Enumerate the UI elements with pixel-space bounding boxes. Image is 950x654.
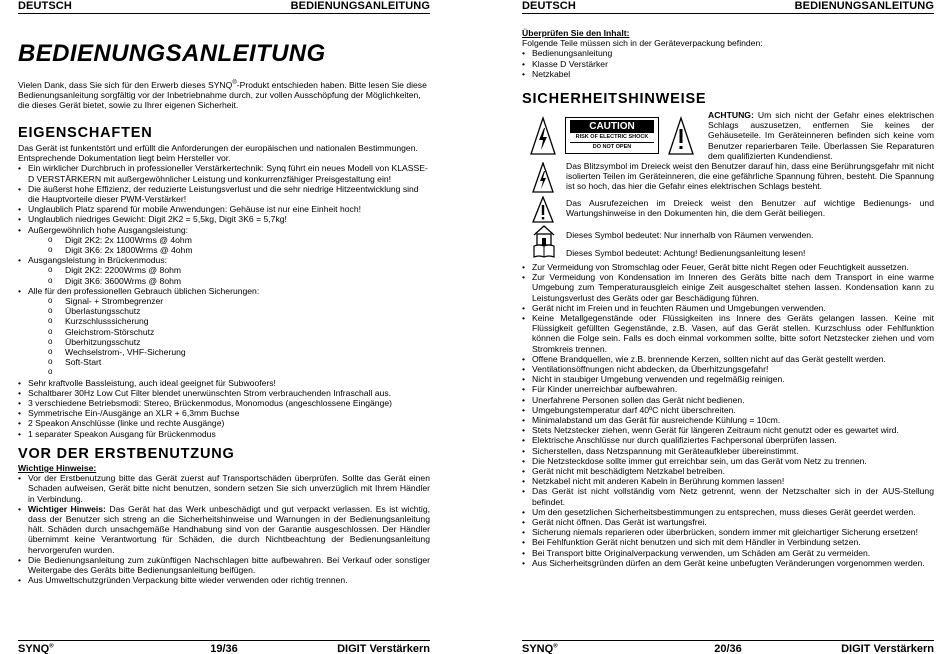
sublist-item: o Digit 3K6: 2x 1800Wrms @ 4ohm: [18, 245, 430, 255]
page-header: [18, 0, 430, 14]
list-item: • Bedienungsanleitung: [522, 48, 934, 58]
contents-check: [522, 28, 934, 79]
list-item: • Klasse D Verstärker: [522, 59, 934, 69]
check-list: [522, 48, 934, 79]
prep-list: [18, 473, 430, 585]
sublist-item: o Überlastungsschutz: [18, 306, 430, 316]
book-text: Dieses Symbol bedeutet: Achtung! Bedienungsanleitung lesen!: [566, 248, 806, 258]
prep-section: [18, 463, 430, 585]
bold-prefix: Wichtiger Hinweis:: [28, 503, 106, 514]
header-language: DEUTSCH: [18, 0, 72, 12]
list-item: • Für Kinder unerreichbar aufbewahren.: [522, 384, 934, 394]
list-item: • Aus Sicherheitsgründen dürfen an dem Gerät keine unbefugten Veränderungen vorgenommen werden.: [522, 558, 934, 568]
list-item: • Gerät nicht mit beschädigtem Netzkabel betreiben.: [522, 466, 934, 476]
exclamation-triangle-icon: [668, 116, 694, 156]
features-list-cont: [18, 255, 430, 265]
list-item: • 2 Speakon Anschlüsse (linke und rechte Ausgänge): [18, 418, 430, 428]
caution-graphic: [530, 116, 690, 158]
list-item: • Minimalabstand um das Gerät für ausreichende Kühlung = 10cm.: [522, 415, 934, 425]
sublist-item: o Digit 2K2: 2x 1100Wrms @ 4ohm: [18, 235, 430, 245]
features-list-cont: [18, 378, 430, 439]
page-number: 19/36: [210, 643, 238, 654]
sublist-item: [18, 367, 430, 377]
list-item: • Alle für den professionellen Gebrauch üblichen Sicherungen:: [18, 286, 430, 296]
features-heading: EIGENSCHAFTEN: [18, 125, 153, 141]
excl-text: Das Ausrufezeichen im Dreieck weist den Benutzer auf wichtige Bedienungs- und Wartungshinweise in den Dokumenten hin, die dem Gerät beiliegen.: [566, 198, 934, 219]
list-item: • Symmetrische Ein-/Ausgänge an XLR + 6,3mm Buchse: [18, 408, 430, 418]
safety-heading: SICHERHEITSHINWEISE: [522, 91, 707, 107]
list-item: • Gerät nicht im Freien und in feuchten Räumen und Umgebungen verwenden.: [522, 303, 934, 313]
list-item: • Vor der Erstbenutzung bitte das Gerät zuerst auf Transportschäden überprüfen. Sollte das Gerät einen Schaden aufweisen, Gerät bitte nicht benutzen, sondern setzen Sie sich unverzüglich mit Ihrem Händler in Verbindung.: [18, 473, 430, 504]
list-item: • Netzkabel nicht mit anderen Kabeln in Berührung kommen lassen!: [522, 476, 934, 486]
list-item: • Bei Fehlfunktion Gerät nicht benutzen und sich mit dem Händler in Verbindung setzen.: [522, 537, 934, 547]
list-item-text: Das Gerät hat das Werk unbeschädigt und gut verpackt verlassen. Es ist wichtig, dass der Benutzer sich streng an die Sicherheitshinweise und Warnungen in der Bedienungsanleitung hält. Schäden durch unsachgemäße Handhabung sind von der Garantie ausgeschlossen. Der Händler übernimmt keine Verantwortung für Schäden, die durch Nichtbeachtung der Bedienungsanleitung hervorgerufen wurden.: [28, 503, 430, 555]
safety-list-wrap: [522, 262, 934, 568]
sublist-item: o Digit 2K2: 2200Wrms @ 8ohm: [18, 265, 430, 275]
list-item: • Ein wirklicher Durchbruch in professioneller Verstärkertechnik: Synq führt ein neues Modell von KLASSE-D VERSTÄRKERN mit außergewöhnlicher Leistung und konkurrenzfähiger Preisgestaltung ein!: [18, 163, 430, 183]
caution-text-body: Um sich nicht der Gefahr eines elektrischen Schlags auszusetzen, entfernen Sie keines der Gehäuseteile. Im Geräteinneren befinden sich keine vom Benutzer reparierbaren Teile. Überlassen Sie Reparaturen dem qualifizierten Kundendienst.: [708, 110, 934, 161]
registered-mark: ®: [553, 643, 558, 650]
page-footer: [522, 640, 934, 654]
caution-text: [708, 110, 934, 161]
sublist-item: o Gleichstrom-Störschutz: [18, 327, 430, 337]
list-item: • Um den gesetzlichen Sicherheitsbestimmungen zu entsprechen, muss dieses Gerät geerdet werden.: [522, 507, 934, 517]
header-language: DEUTSCH: [522, 0, 576, 12]
caution-title: CAUTION: [570, 120, 654, 133]
bolt-icon-wrap: [532, 162, 554, 199]
output-sublist: [18, 235, 430, 255]
footer-product: DIGIT Verstärkern: [841, 643, 934, 654]
list-item: • 3 verschiedene Betriebsmodi: Stereo, Brückenmodus, Monomodus (angeschlossene Eingänge): [18, 398, 430, 408]
list-item: • Keine Metallgegenstände oder Flüssigkeiten ins Innere des Geräts gelangen lassen. Keine mit Flüssigkeit gefüllten Gegenstände, z.B. Vasen, auf das Gerät stellen. Kurzschluss oder Fehlfunktion können die Folge sein. Falls es doch einmal vorkommen sollte, bitte sofort Netzstecker ziehen und vom Stromkreis trennen.: [522, 313, 934, 354]
registered-mark: ®: [49, 643, 54, 650]
sublist-item: o Wechselstrom-, VHF-Sicherung: [18, 347, 430, 357]
list-item: • Unerfahrene Personen sollen das Gerät nicht bedienen.: [522, 395, 934, 405]
list-item: • Die äußerst hohe Effizienz, der reduzierte Leistungsverlust und die sehr niedrige Hitzeentwicklung sind die Hauptvorteile dieser PWM-Verstärker!: [18, 184, 430, 204]
lightning-triangle-icon: [532, 162, 554, 194]
list-item: • Ventilationsöffnungen nicht abdecken, da Überhitzungsgefahr!: [522, 364, 934, 374]
page-header: [522, 0, 934, 14]
brand-text: SYNQ: [18, 643, 50, 654]
page-number: 20/36: [714, 643, 742, 654]
exclamation-triangle-icon: [532, 196, 554, 224]
list-item: • Nicht in staubiger Umgebung verwenden und regelmäßig reinigen.: [522, 374, 934, 384]
sublist-item: o Kurzschlusssicherung: [18, 316, 430, 326]
list-item: • Elektrische Anschlüsse nur durch qualifiziertes Fachpersonal überprüfen lassen.: [522, 435, 934, 445]
list-item: • Unglaublich niedriges Gewicht: Digit 2K2 = 5,5kg, Digit 3K6 = 5,7kg!: [18, 214, 430, 224]
list-item: • Sicherstellen, dass Netzspannung mit Geräteaufkleber übereinstimmt.: [522, 446, 934, 456]
book-icon: [532, 243, 556, 259]
caution-text-bold: ACHTUNG:: [708, 110, 754, 120]
page-footer: [18, 640, 430, 654]
indoor-text: Dieses Symbol bedeutet: Nur innerhalb von Räumen verwenden.: [566, 230, 814, 240]
header-title: BEDIENUNGSANLEITUNG: [794, 0, 934, 12]
list-item: • Das Gerät ist nicht vollständig vom Netz getrennt, wenn der Netzschalter sich in der AUS-Stellung befindet.: [522, 486, 934, 506]
list-item: • Zur Vermeidung von Stromschlag oder Feuer, Gerät bitte nicht Regen oder Feuchtigkeit aussetzen.: [522, 262, 934, 272]
list-item: • Sehr kraftvolle Bassleistung, auch ideal geeignet für Subwoofers!: [18, 378, 430, 388]
brand-text: SYNQ: [522, 643, 554, 654]
caution-line-1: RISK OF ELECTRIC SHOCK: [575, 134, 649, 140]
list-item: • Offene Brandquellen, wie z.B. brennende Kerzen, sollten nicht auf das Gerät gestellt werden.: [522, 354, 934, 364]
check-label: Überprüfen Sie den Inhalt:: [522, 28, 630, 38]
prep-heading: VOR DER ERSTBENUTZUNG: [18, 446, 235, 462]
list-item: • Die Bedienungsanleitung zum zukünftigen Nachschlagen bitte aufbewahren. Bei Verkauf oder sonstiger Weitergabe des Geräts bitte Bedienungsanleitung beifügen.: [18, 555, 430, 575]
list-item: [18, 504, 430, 555]
features-section: [18, 143, 430, 439]
list-item-label: Außergewöhnlich hohe Ausgangsleistung:: [28, 224, 189, 235]
footer-product: DIGIT Verstärkern: [337, 643, 430, 654]
lightning-triangle-icon: [530, 116, 556, 156]
list-item: • Netzkabel: [522, 69, 934, 79]
important-label: Wichtige Hinweise:: [18, 463, 97, 473]
header-title: BEDIENUNGSANLEITUNG: [290, 0, 430, 12]
sublist-item: o Signal- + Strombegrenzer: [18, 296, 430, 306]
list-item: • Umgebungstemperatur darf 40ºC nicht überschreiten.: [522, 405, 934, 415]
caution-label-box: [565, 117, 659, 154]
list-item: • Bei Transport bitte Originalverpackung verwenden, um Schäden am Gerät zu vermeiden.: [522, 548, 934, 558]
bridge-sublist: [18, 265, 430, 285]
list-item: • Gerät nicht öffnen. Das Gerät ist wartungsfrei.: [522, 517, 934, 527]
registered-mark: ®: [232, 80, 237, 87]
features-list: [18, 163, 430, 234]
list-item: • 1 separater Speakon Ausgang für Brückenmodus: [18, 429, 430, 439]
list-item: • Die Netzsteckdose sollte immer gut erreichbar sein, um das Gerät vom Netz zu trennen.: [522, 456, 934, 466]
check-intro: Folgende Teile müssen sich in der Geräteverpackung befinden:: [522, 38, 763, 49]
intro-text-a: Vielen Dank, dass Sie sich für den Erwerb dieses SYNQ: [18, 80, 233, 90]
caution-line-2: DO NOT OPEN: [570, 142, 654, 151]
list-item: • Ausgangsleistung in Brückenmodus:: [18, 255, 430, 265]
intro-paragraph: [18, 80, 430, 111]
protection-sublist: [18, 296, 430, 378]
manual-title: BEDIENUNGSANLEITUNG: [18, 40, 326, 67]
sublist-item: o Digit 3K6: 3600Wrms @ 8ohm: [18, 276, 430, 286]
list-item: • Zur Vermeidung von Kondensation im Inneren des Geräts bitte nach dem Transport in eine warme Umgebung zum Temperaturausgleich einige Zeit ausgeschaltet stehen lassen. Kondensation kann zu Leistungsverlust des Geräts oder gar Beschädigung führen.: [522, 272, 934, 303]
book-icon-wrap: [532, 243, 556, 264]
sublist-item: o Überhitzungsschutz: [18, 337, 430, 347]
left-page: [18, 0, 430, 654]
safety-list: [522, 262, 934, 568]
list-item: • Unglaublich Platz sparend für mobile Anwendungen: Gehäuse ist nur eine Einheit hoch!: [18, 204, 430, 214]
list-item: • Sicherung niemals reparieren oder überbrücken, sondern immer mit gleichartiger Sicherung ersetzen!: [522, 527, 934, 537]
sublist-item: o Soft-Start: [18, 357, 430, 367]
features-list-cont: [18, 286, 430, 296]
list-item: [18, 225, 430, 235]
list-item: • Schaltbarer 30Hz Low Cut Filter blendet unerwünschten Strom verbrauchenden Infraschall aus.: [18, 388, 430, 398]
intro-text-b: -Produkt entschieden haben. Bitte lesen Sie diese Bedienungsanleitung sorgfältig vor der Inbetriebnahme durch, zur vollen Ausschöpfung der Möglichkeiten, die dieses Gerät bietet, sowie zu Ihrer eigenen Sicherheit.: [18, 80, 427, 111]
list-item: • Stets Netzstecker ziehen, wenn Gerät für längeren Zeitraum nicht genutzt oder es gewartet wird.: [522, 425, 934, 435]
features-intro: Das Gerät ist funkentstört und erfüllt die Anforderungen der europäischen und nationalen Bestimmungen. Entsprechende Dokumentation liegt beim Hersteller vor.: [18, 143, 418, 164]
list-item: • Aus Umweltschutzgründen Verpackung bitte wieder verwenden oder richtig trennen.: [18, 575, 430, 585]
right-page: [522, 0, 934, 654]
bolt-text: Das Blitzsymbol im Dreieck weist den Benutzer darauf hin, dass eine Berührungsgefahr mit nicht isolierten Teilen im Geräteinneren, die eine gefährliche Spannung führen, besteht. Die Spannung ist so hoch, das hier die Gefahr eines elektrischen Schlags besteht.: [566, 161, 934, 192]
